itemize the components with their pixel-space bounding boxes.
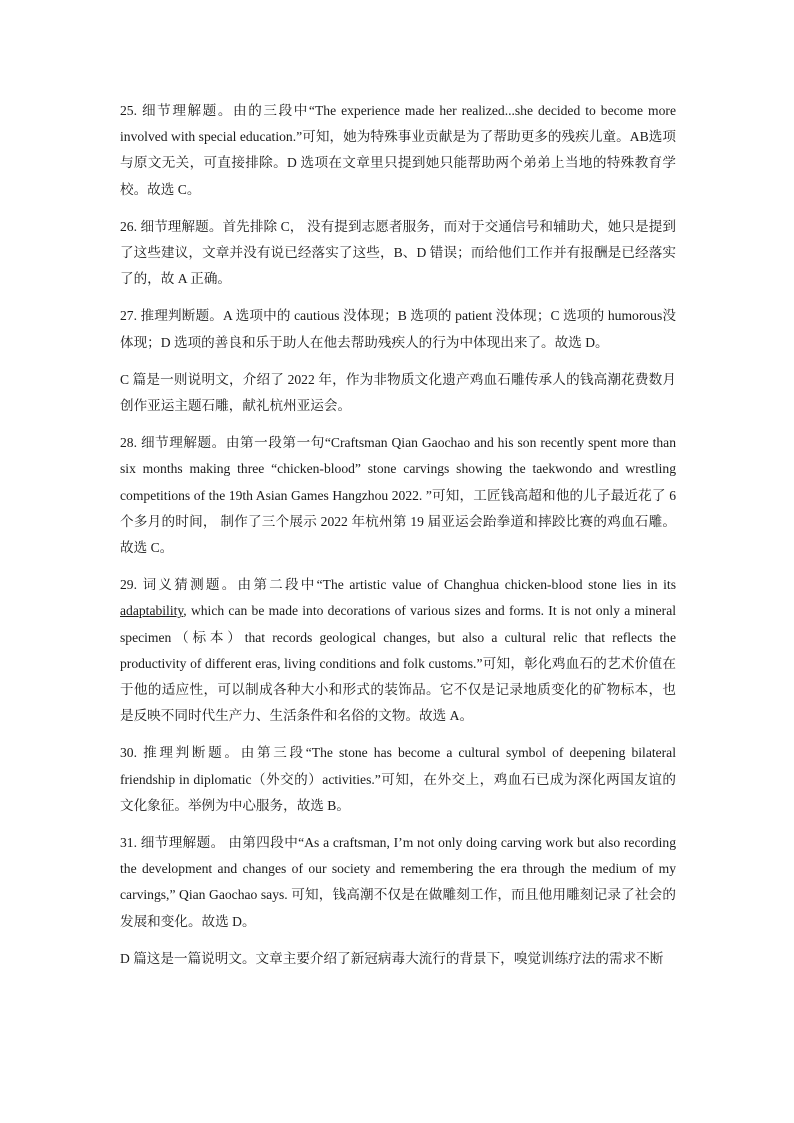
explanation-q26: 26. 细节理解题。首先排除 C， 没有提到志愿者服务，而对于交通信号和辅助犬，她只是提到了这些建议，文章并没有说已经落实了这些，B、D 错误；而给他们工作并有报酬是已经落实了的，故 A 正确。 — [120, 218, 676, 287]
q29-rest-text: , which can be made into decorations of various sizes and forms. It is not only a mineral specimen（标本）that records geological changes, but also a cultural relic that reflects the productivity of different eras, living conditions and folk customs.”可知，彰化鸡血石的艺术价值在于他的适应性，可以制成各种大小和形式的装饰品。它不仅是记录地质变化的矿物标本，也是反映不同时代生产力、生活条件和名俗的文物。故选 A。 — [120, 603, 676, 724]
passage-c-summary: C 篇是一则说明文，介绍了 2022 年，作为非物质文化遗产鸡血石雕传承人的钱高潮花费数月创作亚运主题石雕，献礼杭州亚运会。 — [120, 371, 676, 414]
q29-lead-text: 29. 词义猜测题。由第二段中“The artistic value of Changhua chicken-blood stone lies in its — [120, 577, 676, 593]
q29-underlined-word: adaptability — [120, 603, 184, 619]
passage-d-summary: D 篇这是一篇说明文。文章主要介绍了新冠病毒大流行的背景下，嗅觉训练疗法的需求不断 — [120, 950, 664, 966]
explanation-q31: 31. 细节理解题。 由第四段中“As a craftsman, I’m not only doing carving work but also recording the development and changes of our society and remembering the era through the medium of my carvings,” Qian Gaochao says. 可知，钱高潮不仅是在做雕刻工作，而且他用雕刻记录了社会的发展和变化。故选 D。 — [120, 835, 676, 929]
explanation-q25: 25. 细节理解题。由的三段中“The experience made her realized...she decided to become more involved with special education.”可知，她为特殊事业贡献是为了帮助更多的残疾儿童。AB选项与原文无关，可直接排除。D 选项在文章里只提到她只能帮助两个弟弟上当地的特殊教育学校。故选 C。 — [120, 103, 676, 197]
answer-explanations — [120, 98, 676, 983]
explanation-q28: 28. 细节理解题。由第一段第一句“Craftsman Qian Gaochao and his son recently spent more than six months making three “chicken-blood” stone carvings showing the taekwondo and wrestling competitions of the 19th Asian Games Hangzhou 2022. ”可知，工匠钱高超和他的儿子最近花了 6 个多月的时间， 制作了三个展示 2022 年杭州第 19 届亚运会跆拳道和摔跤比赛的鸡血石雕。故选 C。 — [120, 435, 676, 556]
explanation-q30: 30. 推理判断题。由第三段“The stone has become a cultural symbol of deepening bilateral friendship in diplomatic（外交的）activities.”可知，在外交上，鸡血石已成为深化两国友谊的文化象征。举例为中心服务，故选 B。 — [120, 745, 676, 813]
explanation-q29 — [120, 572, 676, 729]
explanation-q27: 27. 推理判断题。A 选项中的 cautious 没体现；B 选项的 patient 没体现；C 选项的 humorous没体现；D 选项的善良和乐于助人在他去帮助残疾人的行为中体现出来了。故选 D。 — [120, 308, 676, 350]
